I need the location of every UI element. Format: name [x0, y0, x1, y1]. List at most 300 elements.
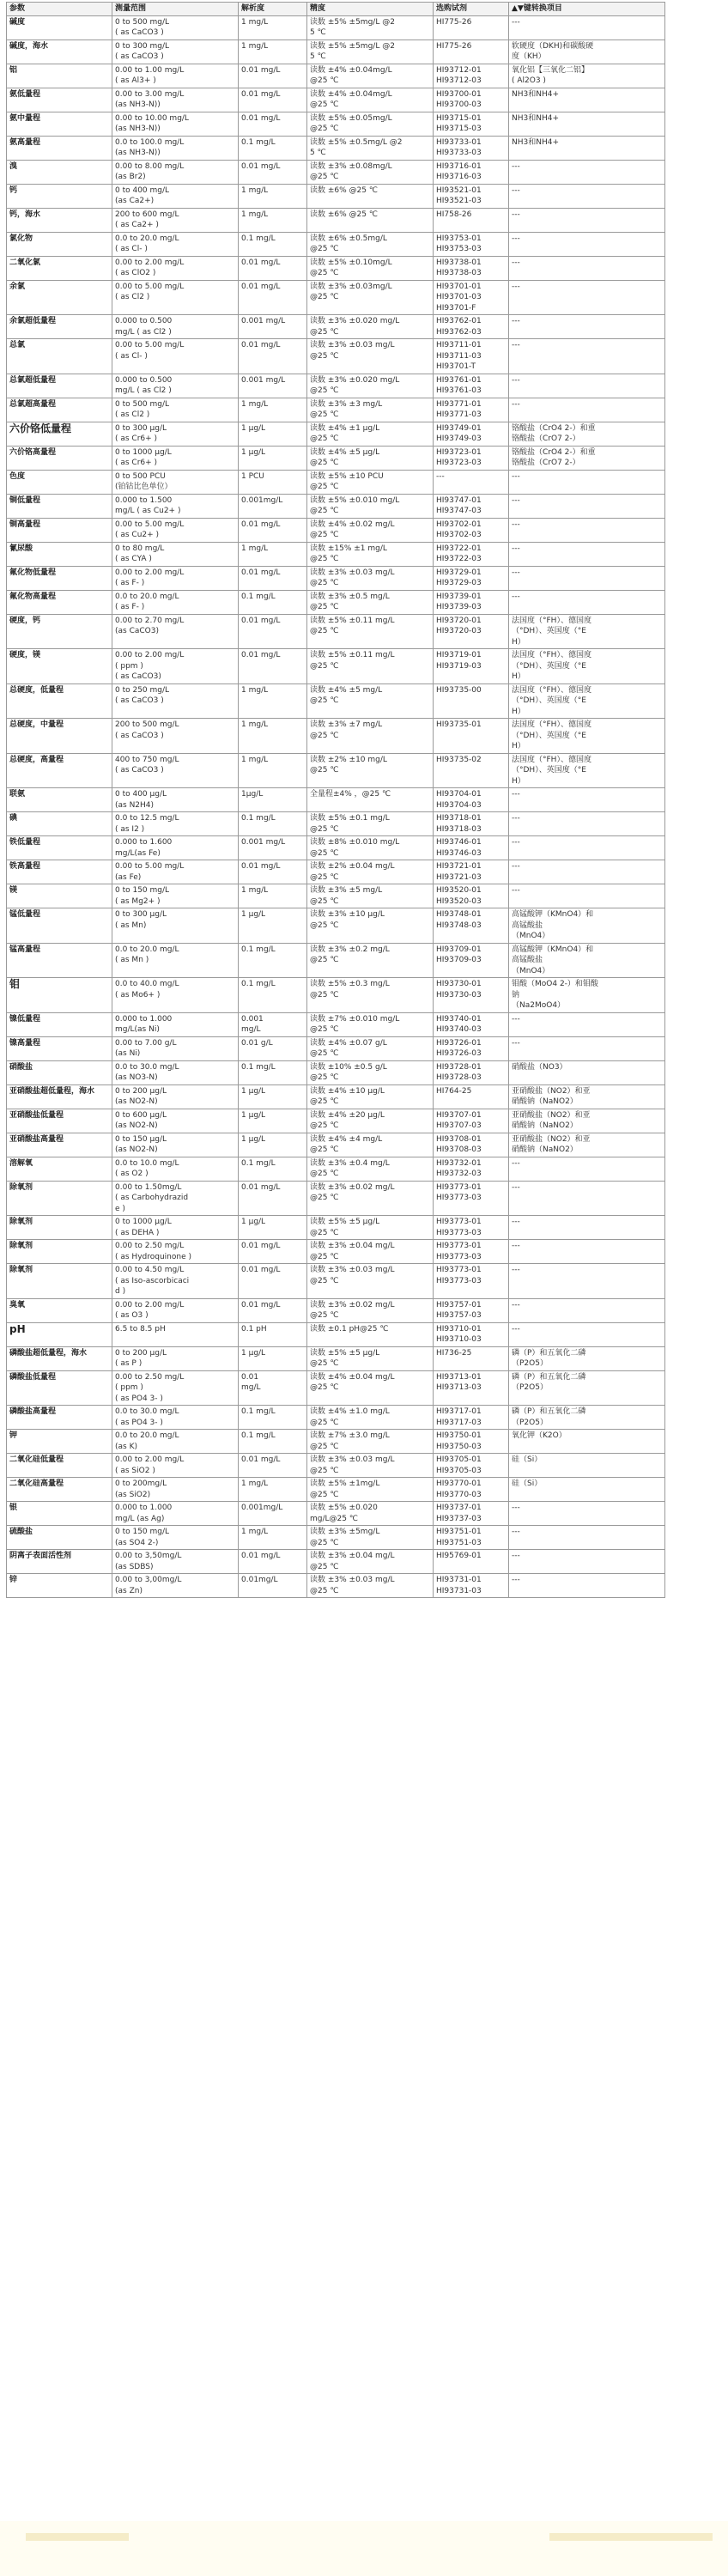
- conversion-cell: [509, 812, 665, 836]
- table-row: [7, 160, 665, 184]
- conversion-cell-line: 硝酸盐（NO3）: [512, 1062, 567, 1072]
- accuracy-cell: [307, 446, 434, 470]
- accuracy-cell: [307, 812, 434, 836]
- conversion-cell-line: 硝酸钠（NaNO2）: [512, 1121, 578, 1130]
- accuracy-cell-line: @25 ℃: [310, 173, 339, 181]
- range-cell-line: (as NO2-N): [115, 1121, 158, 1130]
- conversion-cell-line: H）: [512, 707, 525, 716]
- range-cell-line: ( as CaCO3): [115, 672, 161, 681]
- resolution-cell: [239, 719, 307, 754]
- resolution-cell-line: 0.01 mg/L: [241, 1242, 281, 1250]
- range-cell: [112, 1036, 239, 1060]
- accuracy-cell-line: @25 ℃: [310, 555, 339, 563]
- accuracy-cell: [307, 1502, 434, 1526]
- resolution-cell-line: 0.1 mg/L: [241, 137, 276, 147]
- accuracy-cell: [307, 1264, 434, 1299]
- header-parameter: 参数: [7, 3, 112, 16]
- reagent-cell-line: HI93739-01: [436, 592, 482, 601]
- reagent-cell-line: HI93717-03: [436, 1418, 482, 1427]
- conversion-cell: [509, 446, 665, 470]
- range-cell-line: ( as DEHA ): [115, 1228, 160, 1237]
- reagent-cell-line: HI93737-03: [436, 1514, 482, 1523]
- reagent-cell-line: HI93701-F: [436, 303, 476, 313]
- range-cell-line: ( as Cr6+ ): [115, 434, 158, 443]
- resolution-cell: [239, 88, 307, 112]
- footer-banner: [0, 2521, 728, 2576]
- reagent-cell: [434, 812, 509, 836]
- reagent-cell: [434, 1036, 509, 1060]
- resolution-cell: [239, 1036, 307, 1060]
- accuracy-cell-line: 读数 ±0.1 pH@25 ℃: [310, 1324, 389, 1334]
- accuracy-cell: [307, 1036, 434, 1060]
- table-row: [7, 566, 665, 590]
- conversion-cell-line: ---: [512, 862, 520, 871]
- conversion-cell-line: 磷（P）和五氧化二磷: [512, 1372, 586, 1382]
- accuracy-cell: [307, 1012, 434, 1036]
- reagent-cell-line: HI93757-01: [436, 1300, 482, 1309]
- accuracy-cell-line: @25 ℃: [310, 1145, 339, 1154]
- reagent-cell: [434, 566, 509, 590]
- reagent-cell: [434, 1574, 509, 1598]
- accuracy-cell-line: 读数 ±5% ±0.10mg/L: [310, 258, 392, 267]
- resolution-cell: [239, 943, 307, 978]
- reagent-cell: [434, 280, 509, 315]
- reagent-cell-line: HI93735-00: [436, 685, 482, 695]
- resolution-cell: [239, 446, 307, 470]
- accuracy-cell-line: @25 ℃: [310, 386, 339, 395]
- reagent-cell: [434, 1264, 509, 1299]
- range-cell: [112, 1502, 239, 1526]
- conversion-cell: [509, 1370, 665, 1406]
- range-cell-line: (as NH3-N)): [115, 149, 161, 157]
- resolution-cell: [239, 1181, 307, 1216]
- reagent-cell: [434, 1181, 509, 1216]
- conversion-cell: [509, 978, 665, 1013]
- reagent-cell: [434, 884, 509, 908]
- resolution-cell-line: 1 PCU: [241, 471, 264, 481]
- accuracy-cell-line: @25 ℃: [310, 459, 339, 467]
- parameter-cell: 碱度，海水: [7, 39, 112, 64]
- parameter-cell: 溶解氧: [7, 1157, 112, 1181]
- range-cell-line: 0.000 to 0.500: [115, 317, 173, 325]
- table-row: [7, 1370, 665, 1406]
- table-row: [7, 1454, 665, 1478]
- reagent-cell-line: HI93716-01: [436, 161, 482, 171]
- parameter-cell: 磷酸盐高量程: [7, 1406, 112, 1430]
- range-cell: [112, 908, 239, 944]
- reagent-cell-line: HI775-26: [436, 17, 472, 27]
- range-cell: [112, 1216, 239, 1240]
- accuracy-cell-line: 读数 ±2% ±10 mg/L: [310, 755, 387, 764]
- range-cell-line: 0.00 to 1.00 mg/L: [115, 65, 185, 75]
- resolution-cell-line: 0.1 mg/L: [241, 1158, 276, 1168]
- conversion-cell-line: 铬酸盐（CrO4 2-）和重: [512, 447, 596, 457]
- conversion-cell-line: 铬酸盐（CrO4 2-）和重: [512, 423, 596, 433]
- range-cell: [112, 590, 239, 614]
- parameter-cell: 亚硝酸盐低量程: [7, 1109, 112, 1133]
- reagent-cell-line: HI93705-03: [436, 1466, 482, 1475]
- reagent-cell: [434, 860, 509, 884]
- conversion-cell: [509, 788, 665, 812]
- accuracy-cell-line: 读数 ±3% ±7 mg/L: [310, 720, 383, 729]
- range-cell-line: ( as I2 ): [115, 824, 145, 834]
- conversion-cell-line: （Na2MoO4）: [512, 1001, 566, 1010]
- range-cell-line: 0.0 to 40.0 mg/L: [115, 980, 179, 988]
- resolution-cell: [239, 339, 307, 374]
- reagent-cell-line: HI93711-01: [436, 341, 482, 349]
- parameter-cell: 六价铬高量程: [7, 446, 112, 470]
- parameter-cell: 氰尿酸: [7, 542, 112, 566]
- accuracy-cell: [307, 1181, 434, 1216]
- accuracy-cell-line: 全量程±4% ，@25 ℃: [310, 790, 391, 799]
- conversion-cell-line: 高锰酸钾（KMnO4）和: [512, 910, 594, 919]
- range-cell-line: 0 to 400 mg/L: [115, 185, 170, 195]
- conversion-cell-line: NH3和NH4+: [512, 89, 559, 99]
- reagent-cell: [434, 374, 509, 398]
- range-cell: [112, 1346, 239, 1370]
- accuracy-cell: [307, 1298, 434, 1322]
- reagent-cell: [434, 1502, 509, 1526]
- conversion-cell-line: （°DH）、英国度（°E: [512, 661, 586, 671]
- range-cell: [112, 446, 239, 470]
- reagent-cell-line: HI93721-03: [436, 872, 482, 882]
- table-row: [7, 1216, 665, 1240]
- conversion-cell: [509, 1240, 665, 1264]
- range-cell-line: mg/L(as Fe): [115, 848, 161, 858]
- table-row: [7, 339, 665, 374]
- accuracy-cell-line: @25 ℃: [310, 483, 339, 491]
- range-cell-line: 0.0 to 10.0 mg/L: [115, 1158, 179, 1168]
- accuracy-cell: [307, 1550, 434, 1574]
- header-resolution: 解析度: [239, 3, 307, 16]
- table-row: [7, 943, 665, 978]
- resolution-cell-line: 1 mg/L: [241, 720, 269, 729]
- reagent-cell-line: HI93740-03: [436, 1025, 482, 1034]
- parameter-cell: 铜高量程: [7, 518, 112, 542]
- resolution-cell: [239, 494, 307, 518]
- reagent-cell: [434, 1298, 509, 1322]
- reagent-cell-line: HI93749-01: [436, 423, 482, 433]
- accuracy-cell-line: 读数 ±3% ±0.020 mg/L: [310, 375, 400, 385]
- conversion-cell-line: ---: [512, 1218, 520, 1226]
- reagent-cell: [434, 15, 509, 39]
- conversion-cell-line: ---: [512, 1528, 520, 1536]
- parameter-cell: 二氧化硅高量程: [7, 1478, 112, 1502]
- range-cell: [112, 1157, 239, 1181]
- range-cell-line: 0.0 to 30.0 mg/L: [115, 1062, 179, 1072]
- parameter-cell: 碱度: [7, 15, 112, 39]
- reagent-cell-line: HI93733-01: [436, 137, 482, 147]
- resolution-cell: [239, 112, 307, 136]
- resolution-cell-line: mg/L: [241, 1025, 261, 1034]
- reagent-cell: [434, 184, 509, 208]
- parameter-cell: 二氧化氯: [7, 256, 112, 280]
- accuracy-cell-line: 读数 ±4% ±0.04mg/L: [310, 89, 392, 99]
- accuracy-cell-line: @25 ℃: [310, 603, 339, 611]
- range-cell-line: ( as Cl2 ): [115, 410, 150, 419]
- accuracy-cell-line: @25 ℃: [310, 661, 339, 671]
- accuracy-cell: [307, 719, 434, 754]
- accuracy-cell-line: 读数 ±3% ±0.04 mg/L: [310, 1242, 395, 1250]
- accuracy-cell-line: 读数 ±5% ±0.1 mg/L: [310, 814, 390, 823]
- conversion-cell: [509, 1574, 665, 1598]
- range-cell-line: 200 to 600 mg/L: [115, 210, 179, 219]
- resolution-cell-line: 0.001: [241, 1014, 264, 1024]
- range-cell-line: 0 to 250 mg/L: [115, 685, 170, 695]
- range-cell: [112, 1322, 239, 1346]
- resolution-cell: [239, 518, 307, 542]
- conversion-cell-line: 法国度（°FH）、德国度: [512, 685, 592, 695]
- table-row: [7, 64, 665, 88]
- resolution-cell-line: 1 μg/L: [241, 910, 266, 919]
- accuracy-cell-line: @25 ℃: [310, 1276, 339, 1285]
- parameter-cell: 硬度，镁: [7, 649, 112, 684]
- table-row: [7, 1181, 665, 1216]
- range-cell-line: 0 to 300 μg/L: [115, 423, 167, 433]
- resolution-cell: [239, 649, 307, 684]
- accuracy-cell-line: @25 ℃: [310, 848, 339, 858]
- conversion-cell-line: 硅（Si）: [512, 1455, 543, 1464]
- accuracy-cell-line: 读数 ±5% ±0.05mg/L: [310, 113, 392, 123]
- resolution-cell-line: 0.1 mg/L: [241, 1407, 276, 1416]
- accuracy-cell: [307, 518, 434, 542]
- range-cell-line: 400 to 750 mg/L: [115, 755, 179, 764]
- reagent-cell-line: HI93771-03: [436, 410, 482, 419]
- resolution-cell: [239, 1502, 307, 1526]
- table-row: [7, 1406, 665, 1430]
- conversion-cell-line: （°DH）、英国度（°E: [512, 766, 586, 775]
- conversion-cell: [509, 184, 665, 208]
- header-reagent: 选购试剂: [434, 3, 509, 16]
- table-row: [7, 1574, 665, 1598]
- accuracy-cell-line: 读数 ±5% ±0.11 mg/L: [310, 616, 395, 625]
- accuracy-cell-line: 读数 ±3% ±0.03 mg/L: [310, 1576, 395, 1584]
- resolution-cell-line: 1 mg/L: [241, 210, 269, 219]
- range-cell: [112, 1181, 239, 1216]
- table-row: [7, 398, 665, 422]
- accuracy-cell-line: @25 ℃: [310, 1359, 339, 1368]
- header-row: [7, 3, 665, 16]
- range-cell-line: 0.0 to 20.0 mg/L: [115, 234, 179, 243]
- accuracy-cell-line: @25 ℃: [310, 1383, 339, 1392]
- conversion-cell: [509, 88, 665, 112]
- reagent-cell-line: HI93748-03: [436, 920, 482, 930]
- table-row: [7, 649, 665, 684]
- resolution-cell: [239, 1454, 307, 1478]
- conversion-cell-line: 磷（P）和五氧化二磷: [512, 1348, 586, 1358]
- reagent-cell-line: HI93770-03: [436, 1490, 482, 1499]
- reagent-cell-line: ---: [436, 471, 445, 481]
- reagent-cell: [434, 112, 509, 136]
- parameter-cell: 总氯超高量程: [7, 398, 112, 422]
- accuracy-cell: [307, 15, 434, 39]
- reagent-cell-line: HI93718-03: [436, 824, 482, 834]
- resolution-cell-line: 1 mg/L: [241, 41, 269, 51]
- table-row: [7, 1036, 665, 1060]
- conversion-cell-line: ---: [512, 1014, 520, 1024]
- accuracy-cell-line: 读数 ±5% ±5mg/L @2: [310, 41, 395, 51]
- resolution-cell: [239, 422, 307, 446]
- range-cell: [112, 208, 239, 232]
- reagent-cell-line: HI93739-03: [436, 603, 482, 611]
- range-cell-line: ( as CYA ): [115, 555, 152, 563]
- range-cell: [112, 1430, 239, 1454]
- reagent-cell-line: HI93773-01: [436, 1182, 482, 1192]
- parameter-cell: 氟化物低量程: [7, 566, 112, 590]
- conversion-cell: [509, 1406, 665, 1430]
- accuracy-cell-line: 读数 ±4% ±0.02 mg/L: [310, 519, 395, 529]
- range-cell: [112, 978, 239, 1013]
- conversion-cell: [509, 39, 665, 64]
- conversion-cell: [509, 1084, 665, 1109]
- conversion-cell-line: NH3和NH4+: [512, 137, 559, 147]
- accuracy-cell: [307, 184, 434, 208]
- range-cell-line: (as N2H4): [115, 800, 155, 810]
- range-cell-line: 0 to 500 PCU: [115, 471, 166, 481]
- accuracy-cell: [307, 339, 434, 374]
- accuracy-cell-line: @25 ℃: [310, 269, 339, 277]
- range-cell: [112, 339, 239, 374]
- parameter-cell: 氟化物高量程: [7, 590, 112, 614]
- reagent-cell: [434, 39, 509, 64]
- reagent-cell: [434, 339, 509, 374]
- range-cell-line: ( as Mo6+ ): [115, 990, 161, 999]
- accuracy-cell-line: @25 ℃: [310, 1442, 339, 1451]
- conversion-cell-line: H）: [512, 637, 525, 647]
- range-cell-line: ( as Cl- ): [115, 351, 148, 361]
- reagent-cell-line: HI93709-03: [436, 956, 482, 964]
- parameter-cell: 总硬度，高量程: [7, 753, 112, 788]
- conversion-cell-line: 法国度（°FH）、德国度: [512, 651, 592, 659]
- conversion-cell: [509, 614, 665, 649]
- resolution-cell-line: 1 mg/L: [241, 755, 269, 764]
- range-cell-line: ( as O3 ): [115, 1311, 149, 1320]
- accuracy-cell-line: 5 ℃: [310, 149, 326, 157]
- conversion-cell-line: ---: [512, 341, 520, 349]
- range-cell-line: 0.000 to 0.500: [115, 375, 173, 385]
- reagent-cell-line: HI93748-01: [436, 910, 482, 919]
- conversion-cell-line: ---: [512, 185, 520, 195]
- resolution-cell-line: 0.1 mg/L: [241, 945, 276, 954]
- reagent-cell-line: HI93762-01: [436, 317, 482, 325]
- accuracy-cell-line: @25 ℃: [310, 731, 339, 740]
- parameter-cell: 亚硝酸盐超低量程，海水: [7, 1084, 112, 1109]
- accuracy-cell-line: @25 ℃: [310, 1586, 339, 1595]
- range-cell: [112, 1550, 239, 1574]
- conversion-cell-line: （MnO4）: [512, 966, 550, 975]
- conversion-cell: [509, 518, 665, 542]
- reagent-cell-line: HI93738-03: [436, 269, 482, 277]
- conversion-cell-line: ---: [512, 1242, 520, 1250]
- accuracy-cell-line: 读数 ±3% ±0.2 mg/L: [310, 945, 390, 954]
- accuracy-cell-line: 读数 ±3% ±0.03mg/L: [310, 282, 392, 291]
- accuracy-cell: [307, 1526, 434, 1550]
- range-cell: [112, 470, 239, 494]
- accuracy-cell-line: @25 ℃: [310, 990, 339, 999]
- range-cell-line: ( as Mg2+ ): [115, 896, 161, 906]
- reagent-cell-line: HI93702-03: [436, 531, 482, 539]
- conversion-cell-line: 法国度（°FH）、德国度: [512, 755, 592, 764]
- range-cell-line: 0.00 to 2.50 mg/L: [115, 1242, 185, 1250]
- accuracy-cell-line: 读数 ±5% ±0.020: [310, 1504, 378, 1512]
- accuracy-cell: [307, 1370, 434, 1406]
- range-cell-line: (as NH3-N)): [115, 125, 161, 133]
- accuracy-cell: [307, 1133, 434, 1157]
- reagent-cell-line: HI93732-03: [436, 1170, 482, 1178]
- accuracy-cell: [307, 88, 434, 112]
- range-cell-line: 0.0 to 20.0 mg/L: [115, 1431, 179, 1440]
- table-header: [7, 3, 665, 16]
- accuracy-cell-line: 读数 ±5% ±5 μg/L: [310, 1348, 380, 1358]
- accuracy-cell-line: @25 ℃: [310, 293, 339, 301]
- parameter-cell: 阴离子表面活性剂: [7, 1550, 112, 1574]
- table-row: [7, 446, 665, 470]
- accuracy-cell-line: @25 ℃: [310, 1466, 339, 1475]
- parameter-cell: 铁低量程: [7, 836, 112, 860]
- reagent-cell-line: HI93740-01: [436, 1014, 482, 1024]
- resolution-cell: [239, 884, 307, 908]
- resolution-cell-line: 0.001mg/L: [241, 1504, 283, 1512]
- range-cell-line: ( as Cr6+ ): [115, 459, 158, 467]
- range-cell: [112, 494, 239, 518]
- accuracy-cell-line: 读数 ±3% ±0.4 mg/L: [310, 1158, 390, 1168]
- table-row: [7, 1264, 665, 1299]
- conversion-cell-line: H）: [512, 776, 525, 786]
- range-cell-line: 0 to 400 μg/L: [115, 790, 167, 799]
- conversion-cell-line: ---: [512, 282, 520, 291]
- range-cell: [112, 614, 239, 649]
- reagent-cell-line: HI93750-01: [436, 1431, 482, 1440]
- reagent-cell-line: HI93762-03: [436, 327, 482, 337]
- reagent-cell-line: HI93773-03: [436, 1252, 482, 1261]
- accuracy-cell-line: 读数 ±3% ±0.03 mg/L: [310, 1266, 395, 1274]
- parameter-cell: 锰高量程: [7, 943, 112, 978]
- reagent-cell-line: HI95769-01: [436, 1552, 482, 1560]
- range-cell-line: 0.00 to 3,00mg/L: [115, 1576, 182, 1584]
- reagent-cell: [434, 1060, 509, 1084]
- reagent-cell-line: HI93712-03: [436, 76, 482, 85]
- parameter-cell: 联氨: [7, 788, 112, 812]
- reagent-cell-line: HI93721-01: [436, 862, 482, 871]
- accuracy-cell-line: 读数 ±5% ±1mg/L: [310, 1479, 380, 1488]
- reagent-cell-line: HI93735-02: [436, 755, 482, 764]
- resolution-cell-line: 0.01mg/L: [241, 1576, 278, 1584]
- accuracy-cell: [307, 788, 434, 812]
- reagent-cell: [434, 1012, 509, 1036]
- accuracy-cell-line: 读数 ±7% ±3.0 mg/L: [310, 1431, 390, 1440]
- resolution-cell: [239, 978, 307, 1013]
- resolution-cell-line: 0.1 mg/L: [241, 814, 276, 823]
- conversion-cell-line: 铬酸盐（CrO7 2-）: [512, 459, 580, 467]
- resolution-cell-line: 0.1 mg/L: [241, 1062, 276, 1072]
- range-cell-line: 0 to 150 mg/L: [115, 886, 170, 895]
- range-cell-line: (as Ni): [115, 1049, 141, 1058]
- resolution-cell: [239, 1012, 307, 1036]
- accuracy-cell: [307, 136, 434, 160]
- reagent-cell-line: HI93700-03: [436, 100, 482, 109]
- reagent-cell-line: HI93747-01: [436, 495, 482, 505]
- range-cell: [112, 232, 239, 256]
- conversion-cell-line: ---: [512, 1300, 520, 1309]
- parameter-cell: 碘: [7, 812, 112, 836]
- reagent-cell-line: HI93716-03: [436, 173, 482, 181]
- reagent-cell-line: HI93750-03: [436, 1442, 482, 1451]
- footer-decoration-right: [549, 2533, 713, 2541]
- resolution-cell-line: 0.01 mg/L: [241, 1300, 281, 1309]
- parameter-cell: 钾: [7, 1430, 112, 1454]
- conversion-cell-line: 铬酸盐（CrO7 2-）: [512, 434, 580, 443]
- resolution-cell-line: 0.1 mg/L: [241, 980, 276, 988]
